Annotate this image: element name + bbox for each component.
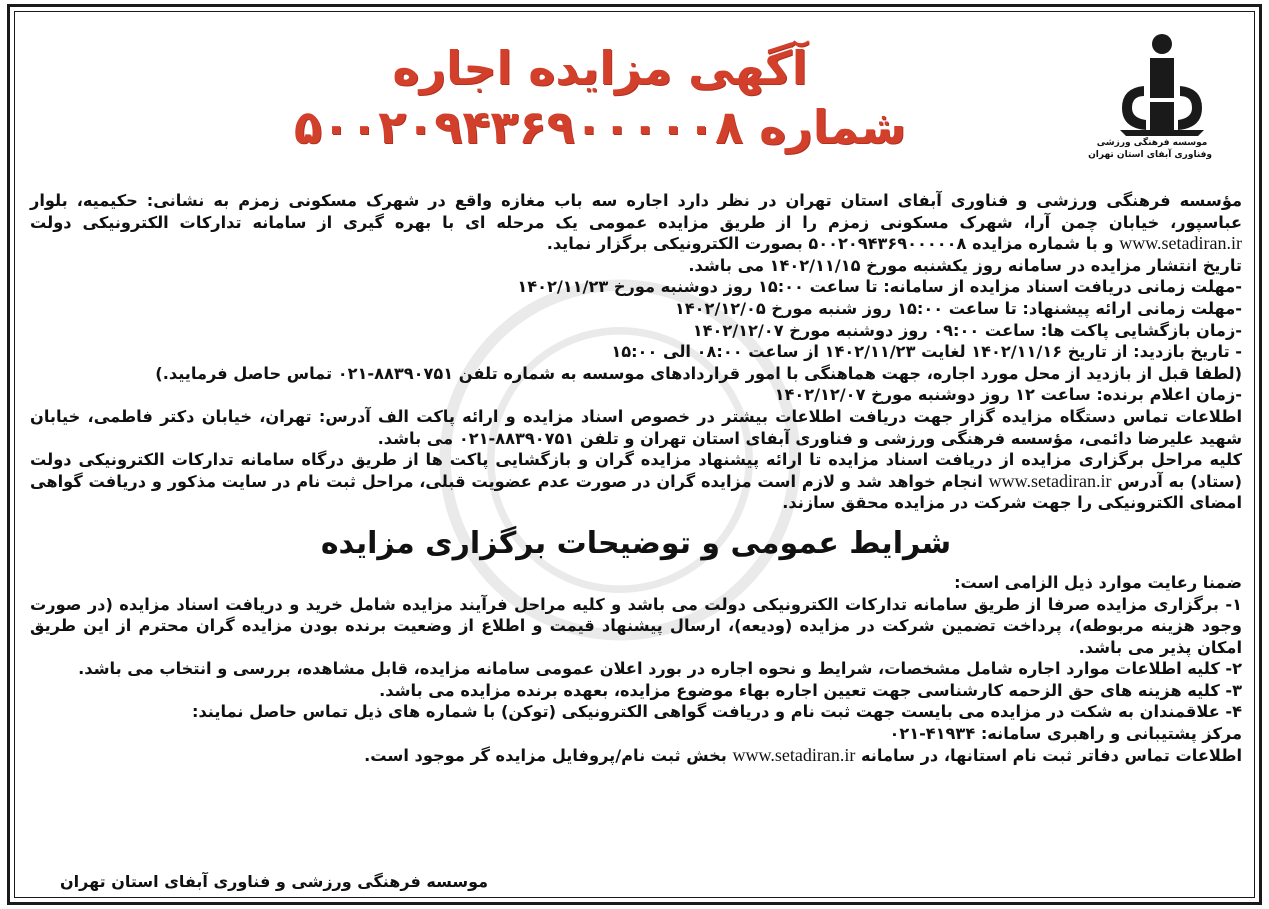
notice-header xyxy=(30,30,1240,180)
section-title: شرایط عمومی و توضیحات برگزاری مزایده xyxy=(320,525,952,561)
schedule-line: -زمان اعلام برنده: ساعت ۱۲ روز دوشنبه مورخ ۱۴۰۲/۱۲/۰۷ xyxy=(774,385,1242,405)
offices-text-1: اطلاعات تماس دفاتر ثبت نام استانها، در سامانه xyxy=(860,745,1242,765)
condition-item: ۱- برگزاری مزایده صرفا از طریق سامانه تدارکات الکترونیکی دولت می باشد و کلیه مراحل فرآیند مزایده شامل خرید و دریافت اسناد مزایده (در صورت وجود هزینه مربوطه)، پرداخت تضمین شرکت در مزایده (ودیعه)، ارسال پیشنهاد قیمت و اطلاع از وضعیت برنده بودن مزایده گران محترم از این طریق امکان پذیر می باشد. xyxy=(30,594,1242,657)
condition-item: ۳- کلیه هزینه های حق الزحمه کارشناسی جهت تعیین اجاره بهاء موضوع مزایده، بعهده برنده مزایده می باشد. xyxy=(379,680,1242,700)
offices-text-2: بخش ثبت نام/پروفایل مزایده گر موجود است. xyxy=(364,745,727,765)
support-line: مرکز پشتیبانی و راهبری سامانه: ۴۱۹۳۴-۰۲۱ xyxy=(889,724,1242,744)
schedule-line: -زمان بازگشایی پاکت ها: ساعت ۰۹:۰۰ روز دوشنبه مورخ ۱۴۰۲/۱۲/۰۷ xyxy=(692,320,1242,340)
schedule-line: -مهلت زمانی ارائه پیشنهاد: تا ساعت ۱۵:۰۰ روز شنبه مورخ ۱۴۰۲/۱۲/۰۵ xyxy=(674,298,1242,318)
schedule-line: (لطفا قبل از بازدید از محل مورد اجاره، جهت هماهنگی با امور قراردادهای موسسه به شماره تلفن ۸۸۳۹۰۷۵۱-۰۲۱ تماس حاصل فرمایید.) xyxy=(155,363,1242,383)
setadiran-link[interactable]: www.setadiran.ir xyxy=(988,470,1112,491)
institute-logo xyxy=(1088,30,1220,165)
schedule-line: -مهلت زمانی دریافت اسناد مزایده از سامانه: تا ساعت ۱۵:۰۰ روز دوشنبه مورخ ۱۴۰۲/۱۱/۲۳ xyxy=(517,277,1242,297)
notice-title: آگهی مزایده اجاره xyxy=(392,41,808,95)
schedule-line: تاریخ انتشار مزایده در سامانه روز یکشنبه مورخ ۱۴۰۲/۱۱/۱۵ می باشد. xyxy=(688,255,1242,275)
condition-item: ۲- کلیه اطلاعات موارد اجاره شامل مشخصات، شرایط و نحوه اجاره در بورد اعلان عمومی سامانه مزایده، قابل مشاهده، بررسی و انتخاب می باشد. xyxy=(78,659,1242,679)
logo-name-line1: موسسه فرهنگی ورزشی xyxy=(1096,138,1208,148)
notice-body xyxy=(30,190,1242,766)
auction-number: شماره ۵۰۰۲۰۹۴۳۶۹۰۰۰۰۰۸ xyxy=(293,100,907,154)
title-block xyxy=(290,30,910,180)
procedure-text-1: کلیه مراحل برگزاری مزایده از دریافت اسناد مزایده تا ارائه پیشنهاد مزایده گران و بازگشایی پاکت ها از طریق درگاه سامانه تدارکات الکترونیکی دولت (ستاد) به آدرس xyxy=(30,450,1242,491)
intro-text-1: مؤسسه فرهنگی ورزشی و فناوری آبفای استان تهران در نظر دارد اجاره سه باب مغازه واقع در شهرک مسکونی زمزم به نشانی: حکیمیه، بلوار عباسپور، خیابان چمن آرا، شهرک مسکونی زمزم را از طریق مزایده عمومی یک مرحله ای با بهره گیری از سامانه تدارکات الکترونیکی دولت xyxy=(30,191,1242,232)
procedure-paragraph xyxy=(30,449,1242,514)
condition-item: ۴- علاقمندان به شکت در مزایده می بایست جهت ثبت نام و دریافت گواهی الکترونیکی (توکن) با شماره های ذیل تماس حاصل نمایند: xyxy=(191,702,1242,722)
offices-line xyxy=(30,745,1242,767)
contact-paragraph: اطلاعات تماس دستگاه مزایده گزار جهت دریافت اطلاعات بیشتر در خصوص اسناد مزایده و ارائه پاکت الف آدرس: تهران، خیابان دکتر فاطمی، خیابان شهید علیرضا دائمی، مؤسسه فرهنگی ورزشی و فناوری آبفای استان تهران و تلفن ۸۸۳۹۰۷۵۱-۰۲۱ می باشد. xyxy=(30,406,1242,448)
logo-name-line2: وفناوری آبفای استان تهران xyxy=(1088,150,1212,160)
conditions-lead: ضمنا رعایت موارد ذیل الزامی است: xyxy=(954,572,1242,592)
logo-emblem-icon xyxy=(1100,30,1220,138)
intro-text-2: و با شماره مزایده ۵۰۰۲۰۹۴۳۶۹۰۰۰۰۰۸ بصورت الکترونیکی برگزار نماید. xyxy=(546,234,1114,254)
schedule-line: - تاریخ بازدید: از تاریخ ۱۴۰۲/۱۱/۱۶ لغایت ۱۴۰۲/۱۱/۲۳ از ساعت ۰۸:۰۰ الی ۱۵:۰۰ xyxy=(611,342,1242,362)
footer-signature: موسسه فرهنگی ورزشی و فناوری آبفای استان تهران xyxy=(60,872,489,891)
intro-paragraph xyxy=(30,190,1242,255)
setadiran-link[interactable]: www.setadiran.ir xyxy=(1119,233,1242,254)
procedure-text-2: انجام خواهد شد و لازم است مزایده گران در صورت عدم عضویت قبلی، مراحل ثبت نام در سایت مذکور و دریافت گواهی امضای الکترونیکی را جهت شرکت در مزایده محقق سازند. xyxy=(30,471,1242,513)
setadiran-link[interactable]: www.setadiran.ir xyxy=(732,744,856,765)
